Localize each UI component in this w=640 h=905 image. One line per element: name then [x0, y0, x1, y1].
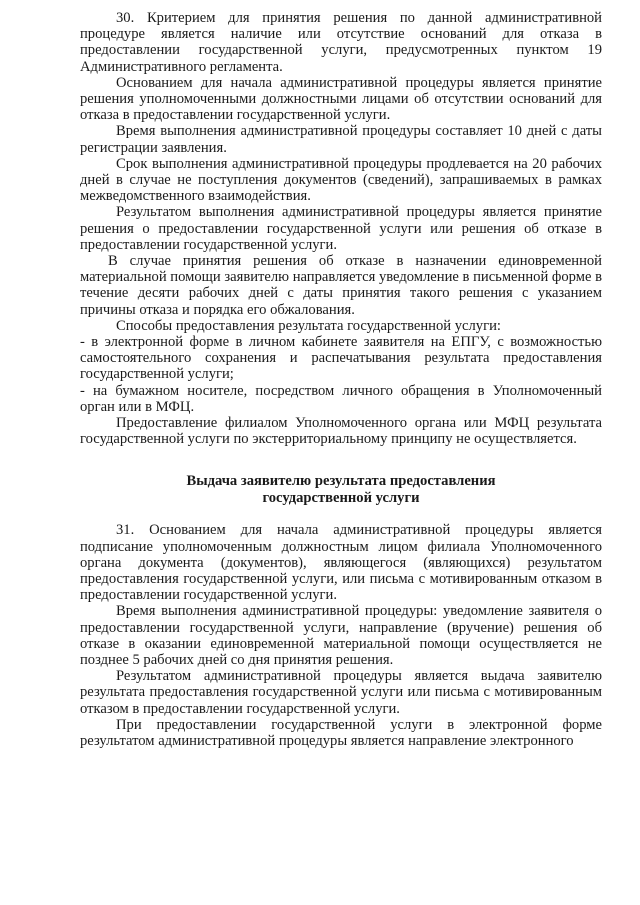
- section-heading: [80, 473, 602, 506]
- section-heading-line-1: Выдача заявителю результата предоставления: [186, 473, 496, 490]
- document-page: [80, 10, 602, 749]
- paragraph-31-result: Результатом административной процедуры является выдача заявителю результата предоставления государственной услуги или письма с мотивированным отказом в предоставлении государственной услуги.: [80, 668, 602, 717]
- paragraph-refusal-notice: В случае принятия решения об отказе в назначении единовременной материальной помощи заявителю направляется уведомление в письменной форме в течение десяти рабочих дней с даты принятия такого решения с указанием причины отказа и порядка его обжалования.: [80, 253, 602, 318]
- section-heading-line-2: государственной услуги: [262, 489, 420, 506]
- paragraph-criteria: 30. Критерием для принятия решения по данной административной процедуре является наличие или отсутствие оснований для отказа в предоставлении государственной услуги, предусмотренных пунктом 19 Административного регламента.: [80, 10, 602, 75]
- paragraph-basis: Основанием для начала административной процедуры является принятие решения уполномоченными должностными лицами об отсутствии оснований для отказа в предоставлении государственной услуги.: [80, 74, 602, 124]
- paragraph-extraterritorial: Предоставление филиалом Уполномоченного органа или МФЦ результата государственной услуги по экстерриториальному принципу не осуществляется.: [80, 415, 602, 448]
- paragraph-31-time: Время выполнения административной процедуры: уведомление заявителя о предоставлении государственной услуги, направление (вручение) решения об отказе в оказании единовременной материальной помощи осуществляется не позднее 5 рабочих дней со дня принятия решения.: [80, 603, 602, 668]
- paragraph-methods-intro: Способы предоставления результата государственной услуги:: [116, 317, 501, 334]
- paragraph-result: Результатом выполнения административной процедуры является принятие решения о предоставлении государственной услуги или решения об отказе в предоставлении государственной услуги.: [80, 204, 602, 253]
- paragraph-extension: Срок выполнения административной процедуры продлевается на 20 рабочих дней в случае не поступления документов (сведений), запрашиваемых в рамках межведомственного взаимодействия.: [80, 155, 602, 205]
- paragraph-execution-time: Время выполнения административной процедуры составляет 10 дней с даты регистрации заявления.: [80, 123, 602, 156]
- list-item-paper: - на бумажном носителе, посредством личного обращения в Уполномоченный орган или в МФЦ.: [80, 382, 602, 415]
- paragraph-31-basis: 31. Основанием для начала административной процедуры является подписание уполномоченным должностным лицом филиала Уполномоченного органа документа (документов), являющегося (являющихся) результатом предоставления государственной услуги, или письма с мотивированным отказом в предоставлении государственной услуги.: [80, 522, 602, 604]
- list-item-electronic: - в электронной форме в личном кабинете заявителя на ЕПГУ, с возможностью самостоятельного сохранения и распечатывания результата предоставления государственной услуги;: [80, 334, 602, 383]
- paragraph-31-electronic: При предоставлении государственной услуги в электронной форме результатом административной процедуры является направление электронного: [80, 716, 602, 749]
